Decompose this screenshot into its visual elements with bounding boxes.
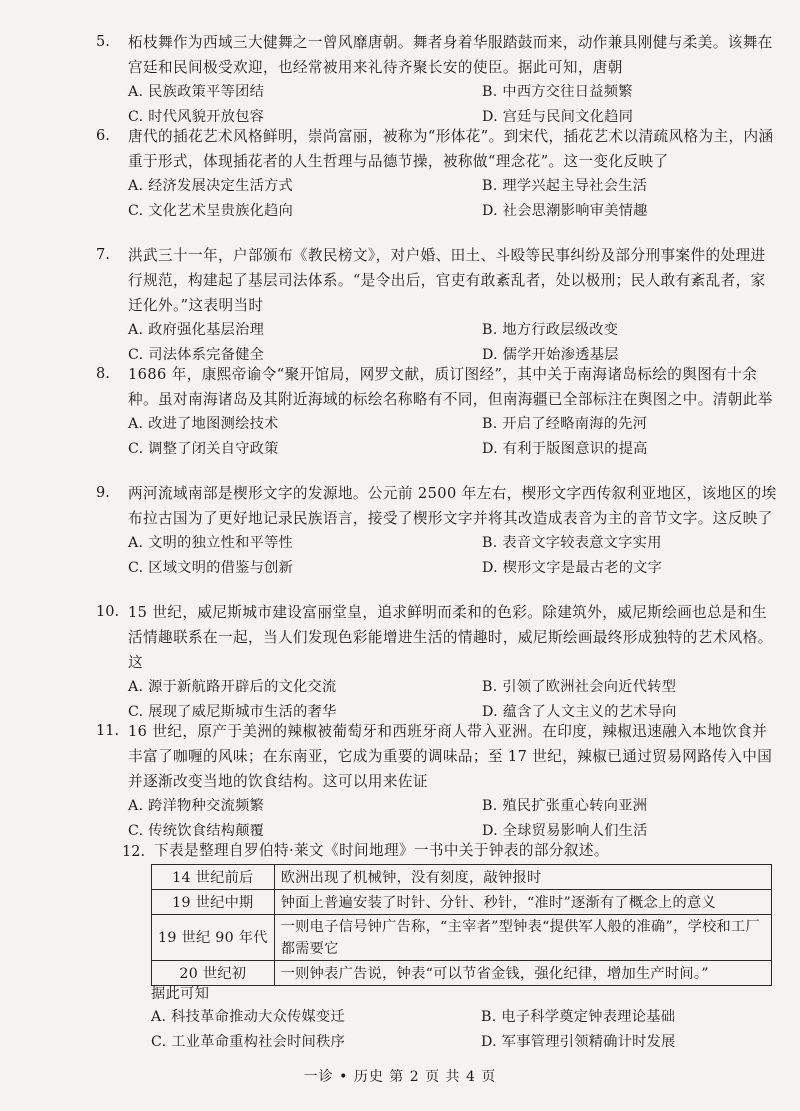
option-b: B. 中西方交往日益频繁 (482, 84, 633, 100)
options (128, 412, 778, 461)
option-a: A. 源于新航路开辟后的文化交流 (128, 679, 337, 695)
option-a: A. 科技革命推动大众传媒变迁 (151, 1009, 346, 1025)
question-number: 6. (96, 128, 110, 144)
option-a: A. 改进了地图测绘技术 (128, 416, 279, 432)
option-d: D. 儒学开始渗透基层 (482, 346, 619, 363)
option-d: D. 军事管理引领精确计时发展 (481, 1033, 676, 1050)
option-a: A. 经济发展决定生活方式 (128, 178, 294, 194)
question-number: 12. (122, 844, 146, 860)
clock-history-table (151, 864, 772, 986)
question-7 (96, 243, 778, 367)
question-6 (96, 124, 778, 223)
question-number: 7. (96, 247, 110, 263)
options (128, 794, 778, 843)
question-stem: 下表是整理自罗伯特·莱文《时间地理》一书中关于钟表的部分叙述。 (154, 842, 609, 859)
options (128, 174, 778, 223)
question-9 (96, 481, 778, 580)
description-cell: 欧洲出现了机械钟，没有刻度，敲钟报时 (274, 865, 771, 890)
option-c: C. 时代风貌开放包容 (128, 108, 265, 125)
description-cell: 钟面上普遍安装了时针、分针、秒针，“准时”逐渐有了概念上的意义 (274, 890, 771, 915)
option-d: D. 宫廷与民间文化趋同 (482, 108, 634, 125)
option-c: C. 展现了威尼斯城市生活的奢华 (128, 703, 337, 720)
table-row (152, 915, 772, 961)
description-cell: 一则钟表广告说，钟表“可以节省金钱，强化纪律，增加生产时间。” (274, 961, 771, 986)
question-number: 11. (96, 723, 120, 739)
option-b: B. 地方行政层级改变 (482, 322, 619, 338)
description-cell: 一则电子信号钟广告称，“主宰者”型钟表“提供军人般的准确”，学校和工厂都需要它 (274, 915, 771, 961)
table-row (152, 890, 772, 915)
period-cell: 20 世纪初 (152, 961, 275, 986)
question-12-options (151, 983, 781, 1054)
options (128, 318, 778, 367)
question-number: 9. (96, 485, 110, 501)
option-a: A. 文明的独立性和平等性 (128, 535, 294, 551)
table-row (152, 961, 772, 986)
page-footer: 一诊 • 历史 第 2 页 共 4 页 (303, 1069, 497, 1085)
option-b: B. 开启了经略南海的先河 (482, 416, 648, 432)
question-stem: 1686 年，康熙帝谕令“聚开馆局，网罗文献，质订图经”，其中关于南海诸岛标绘的舆图有十余种。虽对南海诸岛及其附近海域的标绘名称略有不同，但南海疆已全部标注在舆图之中。清朝此举 (128, 366, 773, 408)
question-11 (96, 719, 778, 843)
period-cell: 19 世纪中期 (152, 890, 275, 915)
options (128, 80, 778, 129)
question-stem: 柘枝舞作为西域三大健舞之一曾风靡唐朝。舞者身着华服踏鼓而来，动作兼具刚健与柔美。该舞在宫廷和民间极受欢迎，也经常被用来礼待齐聚长安的使臣。据此可知，唐朝 (128, 34, 773, 76)
options (151, 1005, 781, 1054)
option-d: D. 全球贸易影响人们生活 (482, 822, 648, 839)
option-d: D. 社会思潮影响审美情趣 (482, 202, 648, 219)
option-b: B. 表音文字较表意文字实用 (482, 535, 662, 551)
option-a: A. 民族政策平等团结 (128, 84, 265, 100)
question-number: 10. (96, 604, 120, 620)
question-stem: 唐代的插花艺术风格鲜明，崇尚富丽，被称为“形体花”。到宋代，插花艺术以清疏风格为主，内涵重于形式，体现插花者的人生哲理与品德节操，被称做“理念花”。这一变化反映了 (128, 128, 774, 170)
question-5 (96, 30, 778, 129)
option-a: A. 跨洋物种交流频繁 (128, 798, 265, 814)
question-number: 8. (96, 366, 110, 382)
option-a: A. 政府强化基层治理 (128, 322, 265, 338)
table-row (152, 865, 772, 890)
option-d: D. 有利于版图意识的提高 (482, 440, 648, 457)
question-stem: 洪武三十一年，户部颁布《教民榜文》，对户婚、田土、斗殴等民事纠纷及部分刑事案件的处理进行规范，构建起了基层司法体系。“是令出后，官吏有敢紊乱者，处以极刑；民人敢有紊乱者，家迁化外。”这表明当时 (128, 247, 766, 314)
question-8 (96, 362, 778, 461)
option-b: B. 引领了欧洲社会向近代转型 (482, 679, 677, 695)
option-b: B. 电子科学奠定钟表理论基础 (481, 1009, 676, 1025)
question-stem: 两河流域南部是楔形文字的发源地。公元前 2500 年左右，楔形文字西传叙利亚地区，该地区的埃布拉古国为了更好地记录民族语言，接受了楔形文字并将其改造成表音为主的音节文字。这反映了 (128, 485, 777, 527)
option-c: C. 工业革命重构社会时间秩序 (151, 1033, 346, 1050)
option-c: C. 文化艺术呈贵族化趋向 (128, 202, 294, 219)
question-stem: 15 世纪，威尼斯城市建设富丽堂皇，追求鲜明而柔和的色彩。除建筑外，威尼斯绘画也总是和生活情趣联系在一起，当人们发现色彩能增进生活的情趣时，威尼斯绘画最终形成独特的艺术风格。这 (128, 604, 773, 671)
question-10 (96, 600, 778, 724)
option-d: D. 蕴含了人文主义的艺术导向 (482, 703, 677, 720)
options (128, 531, 778, 580)
option-d: D. 楔形文字是最古老的文字 (482, 559, 663, 576)
period-cell: 14 世纪前后 (152, 865, 275, 890)
option-c: C. 区域文明的借鉴与创新 (128, 559, 294, 576)
option-c: C. 司法体系完备健全 (128, 346, 265, 363)
question-prompt: 据此可知 (151, 986, 210, 1002)
option-c: C. 传统饮食结构颠覆 (128, 822, 265, 839)
option-b: B. 理学兴起主导社会生活 (482, 178, 648, 194)
question-number: 5. (96, 34, 110, 50)
option-c: C. 调整了闭关自守政策 (128, 440, 279, 457)
question-12 (122, 840, 800, 862)
period-cell: 19 世纪 90 年代 (152, 915, 275, 961)
option-b: B. 殖民扩张重心转向亚洲 (482, 798, 648, 814)
question-stem: 16 世纪，原产于美洲的辣椒被葡萄牙和西班牙商人带入亚洲。在印度，辣椒迅速融入本地饮食并丰富了咖喱的风味；在东南亚，它成为重要的调味品；至 17 世纪，辣椒已通过贸易网路传入中国并逐渐改变当地的饮食结构。这可以用来佐证 (128, 723, 773, 790)
options (128, 675, 778, 724)
